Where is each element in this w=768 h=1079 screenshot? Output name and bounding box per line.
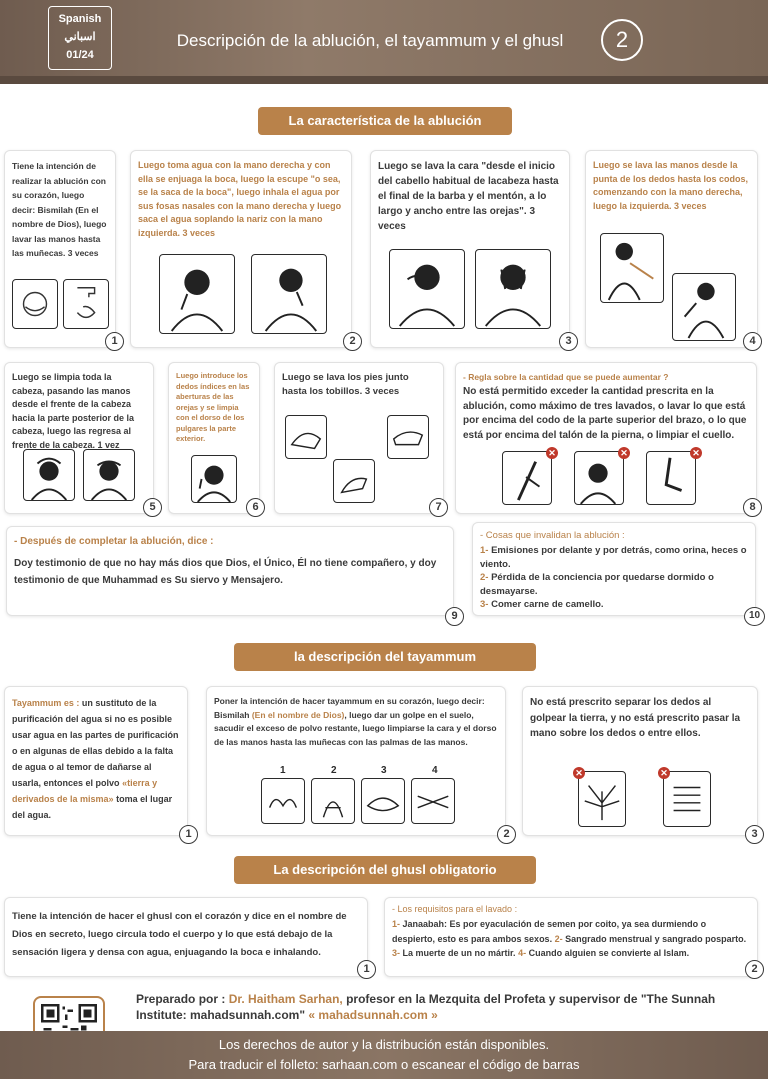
ablution-step-7-card (274, 362, 444, 514)
step-number-badge: 1 (357, 960, 376, 979)
step-label: 3 (381, 765, 387, 776)
list-item-number: 2- (480, 572, 489, 583)
between-fingers-illustration (663, 771, 711, 827)
wipe-face-illustration (361, 778, 405, 824)
list-item (480, 544, 748, 571)
list-item-text: Pérdida de la conciencia por quedarse dormido o desmayarse. (480, 572, 714, 597)
step-label: 4 (432, 765, 438, 776)
author-role: profesor en la Mezquita del Profeta y supervisor de "The Sunnah Institute: mahadsunnah.com" (136, 992, 716, 1022)
prepared-label: Preparado por : (136, 992, 226, 1006)
step-number-badge: 8 (743, 498, 762, 517)
step-number-badge: 9 (445, 607, 464, 626)
ablution-step-3-card (370, 150, 570, 348)
header-strip (0, 76, 768, 84)
list-item-number: 3- (392, 948, 401, 958)
list-item-number: 1- (480, 545, 489, 556)
tayammum-definition-part-a: un sustituto de la purificación del agua si no es posible usar agua en las partes de purificación o en algunas de ellas debido a la falta de agua o al temor de dañarse al usarla, entonces el polvo (12, 698, 179, 788)
cross-icon: ✕ (658, 767, 670, 779)
shake-dust-illustration (311, 778, 355, 824)
ablution-step-6-card (168, 362, 260, 514)
list-item-text: Comer carne de camello. (491, 599, 604, 610)
tayammum-steps-paren: (En el nombre de Dios) (251, 709, 345, 720)
step-label: 1 (280, 765, 286, 776)
step-number-badge: 10 (744, 607, 765, 626)
tayammum-steps-part-b: , luego dar un golpe en el suelo, sacudir el exceso de polvo restante, luego limpiarse la cara y el dorso de las manos hasta las muñecas con las palmas de las manos. (214, 709, 497, 747)
rule-text: No está permitido exceder la cantidad prescrita en la ablución, como máximo de tres lavados, o lavar lo que está por encima del codo de la parte superior del brazo, o lo que está por encima del talón de la pierna, o limpiar el cuello. (463, 386, 747, 441)
list-item-number: 3- (480, 599, 489, 610)
ablution-step-2-text: Luego toma agua con la mano derecha y con ella se enjuaga la boca, luego la escupe "o sea, se la saca de la boca", luego inhala el agua por sus fosas nasales con la mano derecha y luego saca el agua soplando la nariz con la mano izquierda. 3 veces (138, 160, 342, 238)
ablution-step-1-card (4, 150, 116, 348)
step-number-badge: 6 (246, 498, 265, 517)
forbidden-arm-illustration (502, 451, 552, 505)
step-number-badge: 5 (143, 498, 162, 517)
ablution-step-7-text: Luego se lava los pies junto hasta los tobillos. 3 veces (282, 372, 409, 397)
tayammum-steps-part-a: Poner la intención de hacer tayammum en su corazón, luego decir: Bismilah (214, 696, 485, 720)
section-title-ablution: La característica de la ablución (258, 107, 512, 135)
wipe-hands-illustration (411, 778, 455, 824)
step-number-badge: 4 (743, 332, 762, 351)
foot-washing-illustration-2 (387, 415, 429, 459)
invalidators-list (480, 544, 748, 612)
tap-washing-illustration (63, 279, 109, 329)
ear-wiping-illustration (191, 455, 237, 503)
section-title-tayammum: la descripción del tayammum (234, 643, 536, 671)
copyright-text: Los derechos de autor y la distribución están disponibles. (218, 1037, 550, 1052)
language-label: Spanish (58, 13, 102, 25)
testimony-text: Doy testimonio de que no hay más dios que Dios, el Único, Él no tiene compañero, y doy testimonio de que Muhammad es Su siervo y Mensajero. (14, 558, 437, 586)
after-ablution-heading: - Después de completar la ablución, dice : (14, 536, 214, 547)
page-title: Descripción de la ablución, el tayammum y el ghusl (176, 31, 564, 50)
arm-washing-illustration-2 (672, 273, 736, 341)
rule-heading: - Regla sobre la cantidad que se puede aumentar ? (463, 372, 669, 382)
head-wiping-illustration-2 (83, 449, 135, 501)
tayammum-quote: «tierra y derivados de la misma» (12, 778, 158, 804)
ablution-step-3-text: Luego se lava la cara "desde el inicio del cabello habitual de lacabeza hasta el final de la barba y el mentón, a lo largo y ancho entre las orejas". 3 veces (378, 161, 559, 232)
tayammum-definition-text (12, 695, 180, 823)
step-number-badge: 1 (179, 825, 198, 844)
arm-washing-illustration-1 (600, 233, 664, 303)
list-item-text: Emisiones por delante y por detrás, como orina, heces o viento. (480, 545, 747, 570)
step-number-badge: 2 (497, 825, 516, 844)
forbidden-neck-illustration (574, 451, 624, 505)
ablution-step-4-text: Luego se lava las manos desde la punta de los dedos hasta los codos, comenzando con la mano derecha, luego la izquierda. 3 veces (593, 160, 749, 211)
list-item (480, 571, 748, 598)
ablution-step-6-text: Luego introduce los dedos índices en las aberturas de las orejas y se limpia con el dorso de los pulgares la parte exterior. (176, 371, 250, 443)
ghusl-requirements-card (384, 897, 758, 977)
author-name: Dr. Haitham Sarhan, (228, 992, 343, 1006)
foot-washing-illustration-3 (333, 459, 375, 503)
hand-washing-illustration (12, 279, 58, 329)
spread-fingers-illustration (578, 771, 626, 827)
author-credit (136, 991, 746, 1023)
page-number: 2 (601, 19, 643, 61)
nose-rinsing-illustration (251, 254, 327, 334)
invalidators-card (472, 522, 761, 621)
list-item-number: 1- (392, 919, 401, 929)
after-ablution-card (6, 526, 458, 622)
tayammum-term: Tayammum es : (12, 698, 80, 708)
step-number-badge: 3 (559, 332, 578, 351)
step-number-badge: 2 (745, 960, 764, 979)
document-code: 01/24 (66, 49, 94, 61)
face-washing-illustration-1 (389, 249, 465, 329)
ghusl-requirements-heading: - Los requisitos para el lavado : (392, 904, 518, 914)
ablution-step-4-card (585, 150, 758, 348)
cross-icon: ✕ (573, 767, 585, 779)
ghusl-description-card (4, 897, 368, 977)
strike-ground-illustration (261, 778, 305, 824)
invalidators-heading: - Cosas que invalidan la ablución : (480, 530, 625, 541)
step-number-badge: 1 (105, 332, 124, 351)
face-washing-illustration-2 (475, 249, 551, 329)
footer-bar (0, 1031, 768, 1079)
language-label-arabic: اسباني (64, 31, 96, 43)
foot-washing-illustration-1 (285, 415, 327, 459)
mouth-rinsing-illustration (159, 254, 235, 334)
step-label: 2 (331, 765, 337, 776)
list-item-text: Sangrado menstrual y sangrado posparto. (565, 933, 747, 944)
list-item-text: Cuando alguien se convierte al Islam. (528, 948, 690, 958)
step-number-badge: 7 (429, 498, 448, 517)
head-wiping-illustration-1 (23, 449, 75, 501)
section-title-ghusl: La descripción del ghusl obligatorio (234, 856, 536, 884)
list-item-text: Janaabah: Es por eyaculación de semen por coito, ya sea durmiendo o despierto, esto es para ambos sexos. (392, 919, 707, 944)
ablution-step-5-text: Luego se limpia toda la cabeza, pasando las manos desde el frente de la cabeza hacia la parte posterior de la cabeza, luego las regresa al frente de la cabeza. 1 vez (12, 372, 135, 450)
list-item (480, 598, 748, 612)
ablution-rule-card (455, 362, 757, 514)
language-badge (48, 6, 112, 70)
tayammum-note-text: No está prescrito separar los dedos al golpear la tierra, y no está prescrito pasar la mano sobre los dedos o entre ellos. (530, 697, 741, 739)
cross-icon: ✕ (618, 447, 630, 459)
ablution-step-1-text: Tiene la intención de realizar la ablución con su corazón, luego decir: Bismilah (En el nombre de Dios), luego lavar las manos hasta las muñecas. 3 veces (12, 161, 107, 258)
translation-text: Para traducir el folleto: sarhaan.com o escanear el código de barras (188, 1057, 580, 1072)
tayammum-steps-text (214, 695, 498, 749)
tayammum-definition-part-b: toma el lugar del agua. (12, 794, 173, 820)
ghusl-requirements-list (392, 917, 750, 961)
tayammum-steps-card (206, 686, 510, 840)
forbidden-leg-illustration (646, 451, 696, 505)
ablution-step-5-card (4, 362, 154, 514)
tayammum-note-card (522, 686, 758, 840)
step-number-badge: 2 (343, 332, 362, 351)
cross-icon: ✕ (690, 447, 702, 459)
tayammum-definition-card (4, 686, 192, 840)
cross-icon: ✕ (546, 447, 558, 459)
ablution-step-2-card (130, 150, 356, 348)
list-item-number: 4- (518, 948, 527, 958)
website-link[interactable]: « mahadsunnah.com » (308, 1008, 438, 1022)
ghusl-description-text: Tiene la intención de hacer el ghusl con el corazón y dice en el nombre de Dios en secreto, luego circula todo el cuerpo y lo que está debajo de la sensación ligera y densa con agua, enjuagando la boca e inhalando. (12, 911, 347, 958)
list-item-number: 2- (554, 933, 563, 944)
step-number-badge: 3 (745, 825, 764, 844)
list-item-text: La muerte de un no mártir. (402, 948, 516, 958)
